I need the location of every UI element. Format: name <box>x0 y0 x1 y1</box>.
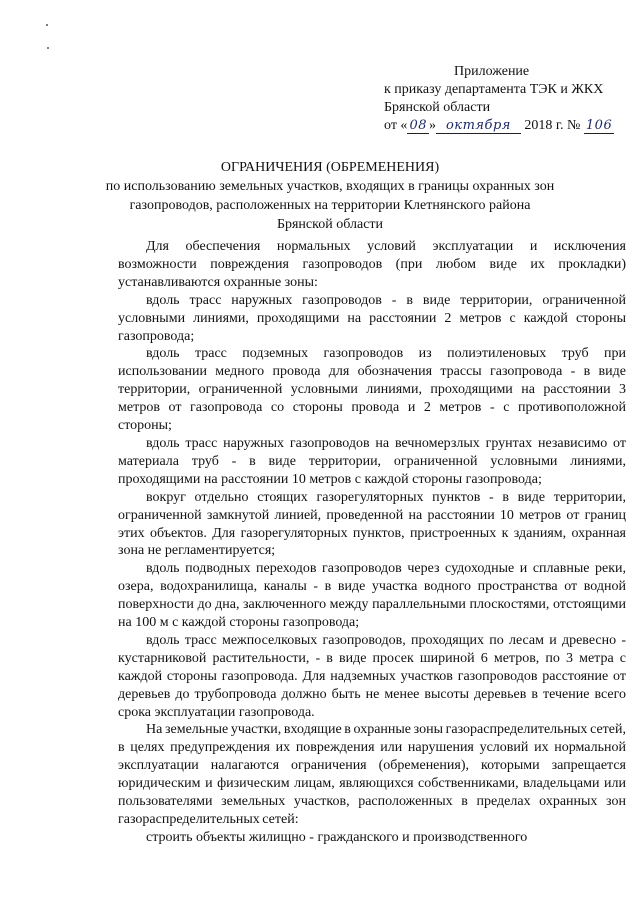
date-year: 2018 г. № <box>524 118 581 133</box>
title-heading: ОГРАНИЧЕНИЯ (ОБРЕМЕНЕНИЯ) <box>220 160 440 175</box>
paragraph: вдоль трасс наружных газопроводов - в виде территории, ограниченной условными линиями, проходящими на расстоянии 2 метров с каждой стороны газопровода; <box>118 292 626 344</box>
appendix-title: Приложение <box>454 64 530 79</box>
handwritten-month: октября <box>436 118 521 134</box>
paragraph: вдоль трасс межпоселковых газопроводов, проходящих по лесам и древесно - кустарниковой растительности, - в виде просек шириной 6 метров, по 3 метра с каждой стороны газопровода. Для надземных участков газопроводов расстояние от деревьев до трубопровода должно быть не менее высоты деревьев в течение всего срока эксплуатации газопровода. <box>118 632 626 720</box>
paragraph: вдоль подводных переходов газопроводов через судоходные и сплавные реки, озера, водохранилища, каналы - в виде участка водного пространства от водной поверхности до дна, заключенного между параллельными плоскостями, отстоящими на 100 м с каждой стороны газопровода; <box>118 561 626 631</box>
appendix-order-ref: к приказу департамента ТЭК и ЖКХ <box>384 82 604 97</box>
appendix-date-line <box>384 117 624 135</box>
document-body <box>118 238 626 847</box>
scan-speck <box>46 24 48 26</box>
handwritten-day: 08 <box>409 118 427 133</box>
paragraph: вокруг отдельно стоящих газорегуляторных пунктов - в виде территории, ограниченной замкнутой линией, проведенной на расстоянии 10 метров от границ этих объектов. Для газорегуляторных пунктов, пристроенных к зданиям, охранная зона не регламентируется; <box>118 489 626 559</box>
paragraph: строить объекты жилищно - гражданского и производственного <box>146 829 528 845</box>
scan-speck <box>47 47 49 49</box>
document-title <box>100 158 560 234</box>
appendix-block <box>384 63 624 135</box>
date-prefix: от « <box>384 118 408 133</box>
paragraph: вдоль трасс наружных газопроводов на вечномерзлых грунтах независимо от материала труб - в виде территории, ограниченной условными линиями, проходящими на расстоянии 10 метров с каждой стороны газопровода; <box>118 435 626 487</box>
handwritten-number: 106 <box>585 118 613 133</box>
appendix-region: Брянской области <box>384 100 491 115</box>
paragraph: На земельные участки, входящие в охранные зоны газораспределительных сетей, в целях предупреждения их повреждения или нарушения условий их нормальной эксплуатации налагаются ограничения (обременения), которыми запрещается юридическим и физическим лицам, являющихся собственниками, владельцами или пользователями земельных участков, расположенных в пределах охранных зон газораспределительных сетей: <box>118 722 626 827</box>
date-mid: » <box>428 118 436 133</box>
paragraph: вдоль трасс подземных газопроводов из полиэтиленовых труб при использовании медного провода для обозначения трассы газопровода - в виде территории, ограниченной условными линиями, проходящими на расстоянии 3 метров от газопровода со стороны провода и 2 метров - с противоположной стороны; <box>118 346 626 434</box>
title-subheading: по использованию земельных участков, входящих в границы охранных зон газопроводов, расположенных на территории Клетнянского района Брянской области <box>105 179 555 232</box>
paragraph: Для обеспечения нормальных условий эксплуатации и исключения возможности повреждения газопроводов (при любом виде их прокладки) устанавливаются охранные зоны: <box>118 239 626 290</box>
